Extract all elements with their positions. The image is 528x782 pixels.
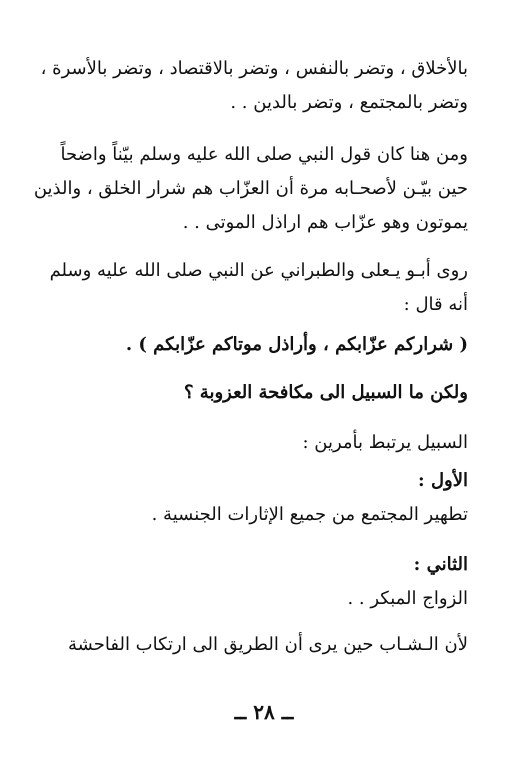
paragraph-2-line-3: يموتون وهو عزّاب هم اراذل الموتى . . bbox=[182, 212, 468, 233]
section-question: ولكن ما السبيل الى مكافحة العزوبة ؟ bbox=[183, 382, 468, 403]
paragraph-1-line-2: وتضر بالمجتمع ، وتضر بالدين . . bbox=[230, 92, 468, 113]
second-point-label: الثاني : bbox=[413, 554, 468, 575]
paragraph-2-line-2: حين بيّـن لأصحـابه مرة أن العزّاب هم شرار الخلق ، والذين bbox=[33, 178, 468, 199]
hadith-quote: ( شراركم عزّابكم ، وأراذل موتاكم عزّابكم ) . bbox=[125, 334, 468, 355]
second-point-text: الزواج المبكر . . bbox=[347, 588, 468, 609]
paragraph-3-line-1: روى أبـو يـعلى والطبراني عن النبي صلى الله عليه وسلم bbox=[49, 260, 468, 281]
paragraph-1-line-1: بالأخلاق ، وتضر بالنفس ، وتضر بالاقتصاد ، وتضر بالأسرة ، bbox=[40, 58, 468, 79]
paragraph-2-line-1: ومن هنا كان قول النبي صلى الله عليه وسلم بيّناً واضحاً bbox=[60, 144, 468, 165]
closing-line: لأن الـشـاب حين يرى أن الطريق الى ارتكاب الفاحشة bbox=[68, 634, 468, 655]
first-point-text: تطهير المجتمع من جميع الإثارات الجنسية . bbox=[151, 504, 468, 525]
first-point-label: الأول : bbox=[418, 470, 468, 491]
paragraph-3-line-2: أنه قال : bbox=[403, 294, 468, 315]
page-number: ــ ٢٨ ــ bbox=[234, 700, 294, 724]
answer-intro: السبيل يرتبط بأمرين : bbox=[302, 432, 468, 453]
